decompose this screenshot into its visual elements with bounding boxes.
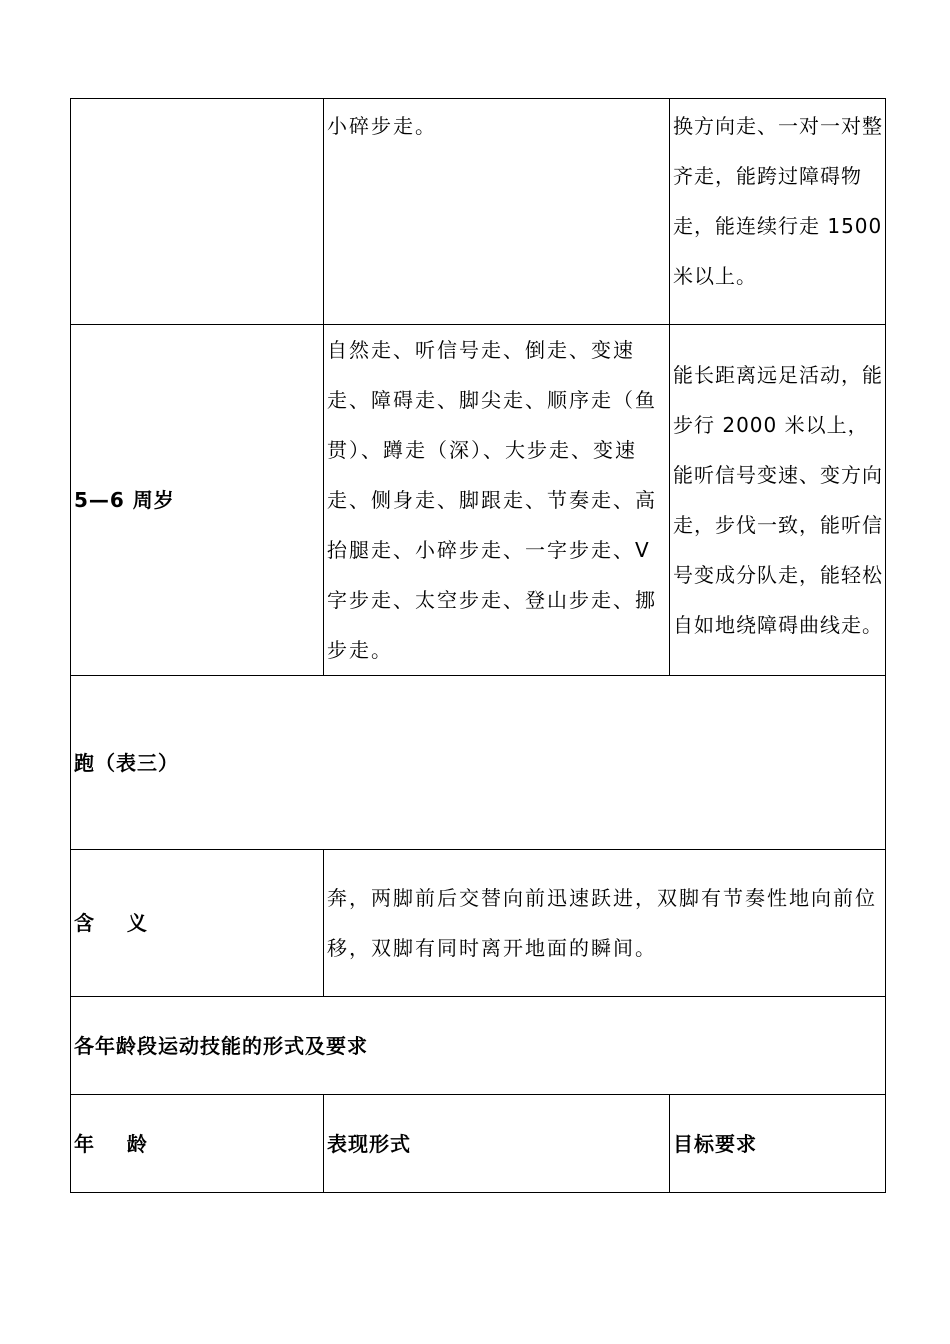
age-cell <box>71 325 324 676</box>
table-row-age-5-6 <box>71 325 886 676</box>
meaning-text-cell <box>324 850 886 997</box>
header-form-cell <box>324 1095 670 1193</box>
form-cell <box>324 99 670 325</box>
form-text: 自然走、听信号走、倒走、变速走、障碍走、脚尖走、顺序走（鱼贯）、蹲走（深）、大步走、变速走、侧身走、脚跟走、节奏走、高抬腿走、小碎步走、一字步走、V 字步走、太空步走、登山步走、挪步走。 <box>327 338 657 662</box>
meaning-row <box>71 850 886 997</box>
section-title-cell <box>71 676 886 850</box>
form-text: 小碎步走。 <box>327 114 437 138</box>
forms-heading-row <box>71 997 886 1095</box>
age-label: 5—6 周岁 <box>74 488 175 512</box>
header-age: 年 龄 <box>74 1131 148 1156</box>
header-goal: 目标要求 <box>673 1131 757 1156</box>
header-form: 表现形式 <box>327 1131 411 1156</box>
meaning-label-cell <box>71 850 324 997</box>
section-row-run <box>71 676 886 850</box>
goal-cell <box>670 325 886 676</box>
meaning-label: 含 义 <box>74 911 148 935</box>
header-age-cell <box>71 1095 324 1193</box>
forms-heading: 各年龄段运动技能的形式及要求 <box>74 1033 368 1058</box>
header-goal-cell <box>670 1095 886 1193</box>
section-title: 跑（表三） <box>74 750 179 775</box>
goal-text: 能长距离远足活动，能步行 2000 米以上，能听信号变速、变方向走，步伐一致，能听信号变成分队走，能轻松自如地绕障碍曲线走。 <box>673 363 883 637</box>
goal-text: 换方向走、一对一对整齐走，能跨过障碍物走，能连续行走 1500米以上。 <box>673 114 883 288</box>
skills-table <box>70 98 886 1193</box>
goal-cell <box>670 99 886 325</box>
header-row <box>71 1095 886 1193</box>
table-row-continuation <box>71 99 886 325</box>
meaning-text: 奔，两脚前后交替向前迅速跃进，双脚有节奏性地向前位移，双脚有同时离开地面的瞬间。 <box>327 886 877 960</box>
age-cell-empty <box>71 99 324 325</box>
form-cell <box>324 325 670 676</box>
forms-heading-cell <box>71 997 886 1095</box>
